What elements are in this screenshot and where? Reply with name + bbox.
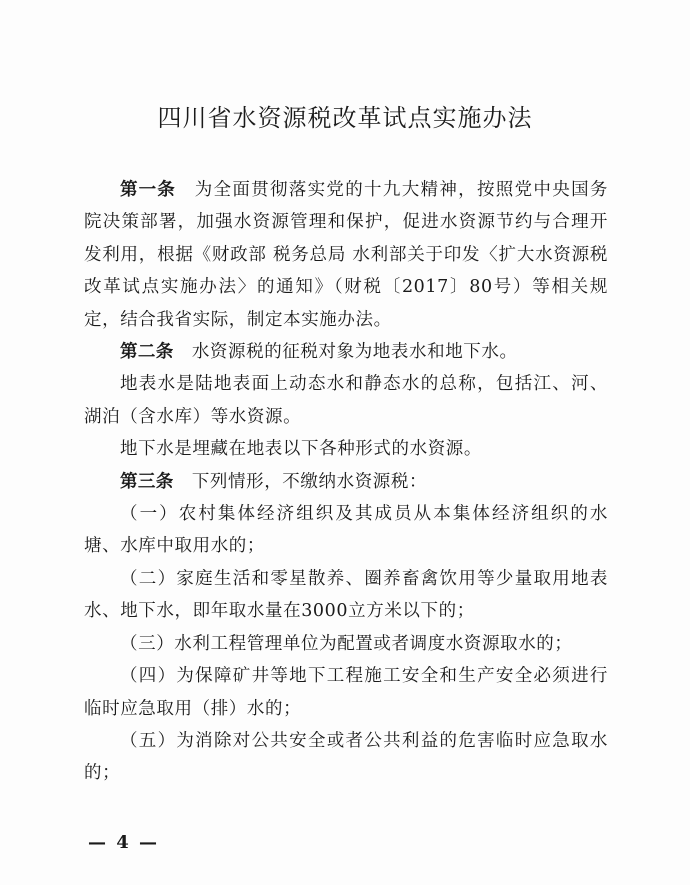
list-item-text: （一）农村集体经济组织及其成员从本集体经济组织的水塘、水库中取用水的； bbox=[84, 504, 608, 557]
list-item bbox=[84, 563, 608, 628]
article-text: 为全面贯彻落实党的十九大精神，按照党中央国务院决策部署，加强水资源管理和保护，促进水资源节约与合理开发利用，根据《财政部 税务总局 水利部关于印发〈扩大水资源税改革试点实施办法〉的通知》（财税〔2017〕80号）等相关规定，结合我省实际，制定本实施办法。 bbox=[84, 180, 608, 330]
article-2 bbox=[84, 336, 608, 368]
list-item bbox=[84, 725, 608, 790]
article-3 bbox=[84, 466, 608, 498]
list-item-text: （二）家庭生活和零星散养、圈养畜禽饮用等少量取用地表水、地下水，即年取水量在3000立方米以下的； bbox=[84, 568, 608, 622]
list-item bbox=[84, 498, 608, 563]
article-1 bbox=[84, 174, 608, 336]
paragraph bbox=[84, 433, 608, 465]
article-heading: 第二条 bbox=[120, 342, 174, 363]
list-item-text: （三）水利工程管理单位为配置或者调度水资源取水的； bbox=[120, 633, 573, 654]
list-item bbox=[84, 628, 608, 660]
list-item-text: （五）为消除对公共安全或者公共利益的危害临时应急取水的； bbox=[84, 730, 608, 784]
paragraph-text: 地表水是陆地表面上动态水和静态水的总称，包括江、河、湖泊（含水库）等水资源。 bbox=[84, 374, 608, 427]
paragraph bbox=[84, 368, 608, 433]
article-text: 水资源税的征税对象为地表水和地下水。 bbox=[191, 342, 518, 363]
list-item-text: （四）为保障矿井等地下工程施工安全和生产安全必须进行临时应急取用（排）水的； bbox=[84, 666, 608, 719]
paragraph-text: 地下水是埋藏在地表以下各种形式的水资源。 bbox=[120, 439, 482, 460]
page-number: — 4 — bbox=[88, 832, 160, 853]
document-title: 四川省水资源税改革试点实施办法 bbox=[157, 104, 533, 132]
article-heading: 第一条 bbox=[120, 180, 176, 200]
article-heading: 第三条 bbox=[120, 471, 174, 492]
article-text: 下列情形，不缴纳水资源税： bbox=[191, 471, 428, 492]
list-item bbox=[84, 660, 608, 725]
document-body bbox=[84, 174, 608, 790]
